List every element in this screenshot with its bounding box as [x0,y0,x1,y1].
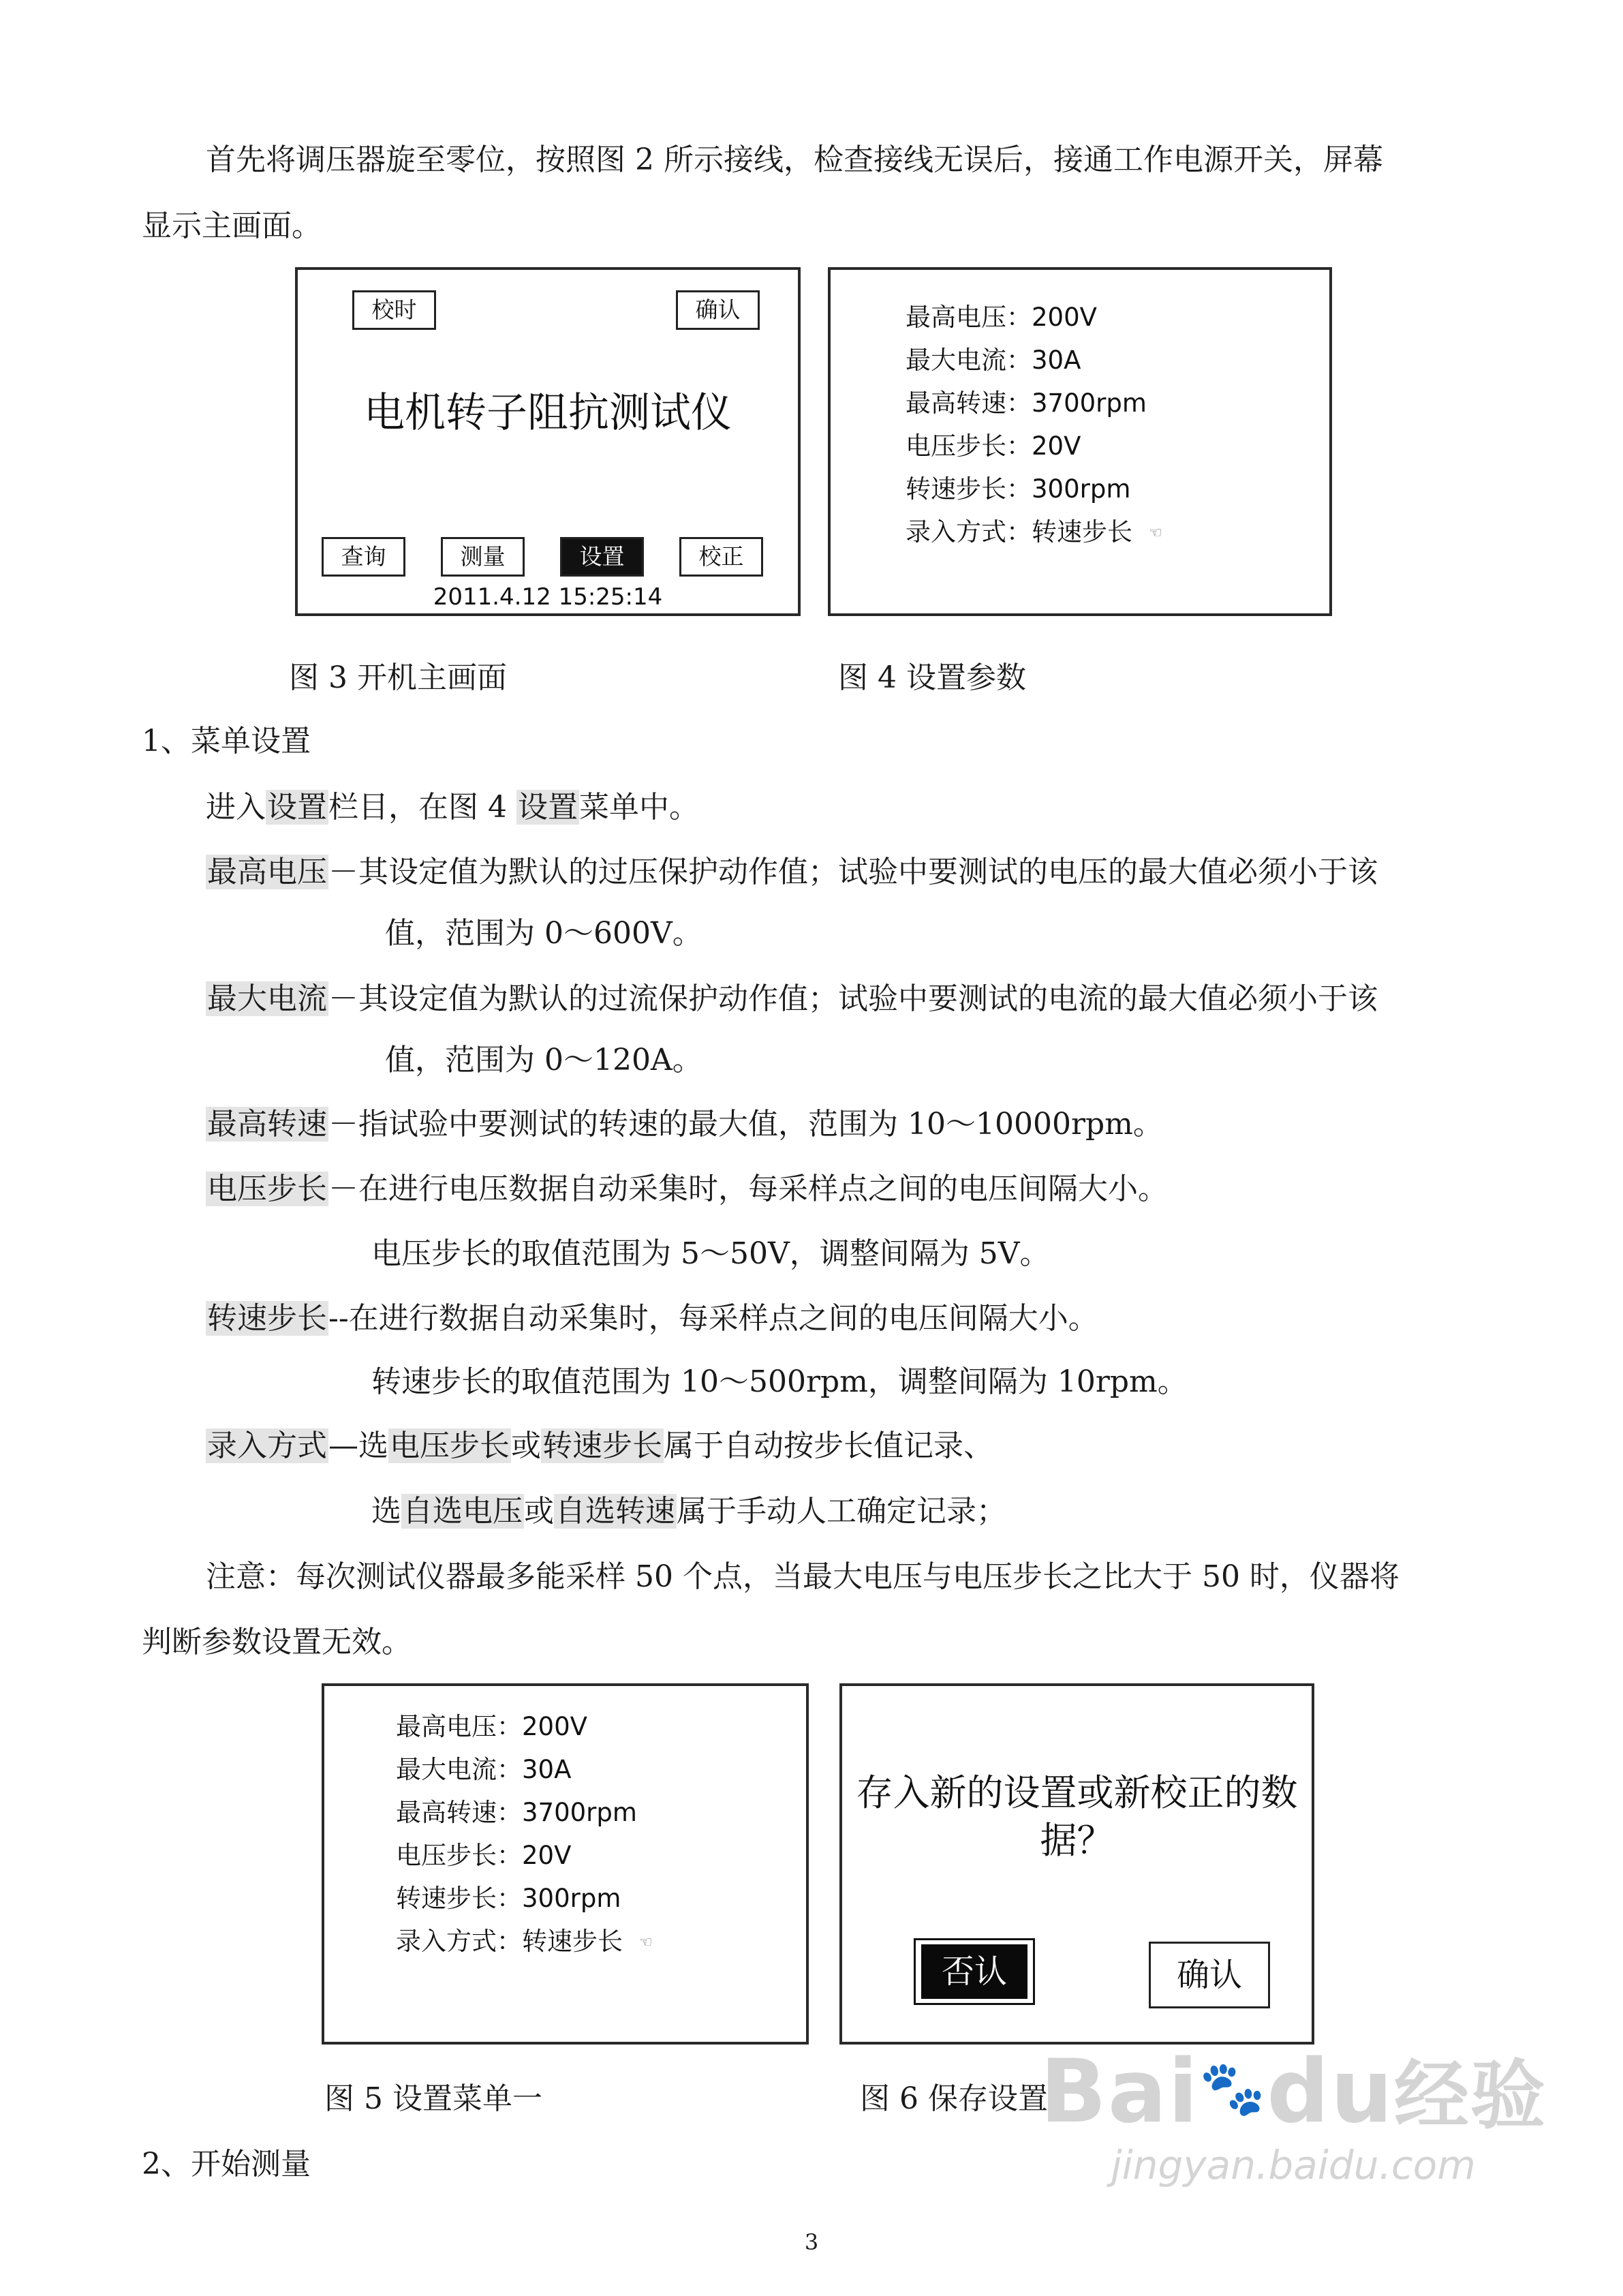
def-text: 属于自动按步长值记录、 [664,1428,993,1463]
save-question: 存入新的设置或新校正的数据？ [856,1771,1298,1862]
section2-heading: 2、开始测量 [142,2147,311,2182]
menu-calibrate-button[interactable]: 校正 [679,537,763,577]
input-mode-cont [371,1491,1006,1532]
settings-param-list [906,296,1162,553]
param-input-mode-row[interactable] [396,1920,653,1963]
param-max-current[interactable]: 最大电流：30A [396,1755,572,1784]
def-text: —选 [328,1428,388,1463]
term-max-voltage: 最高电压 [207,855,327,889]
baidu-jingyan-watermark [1040,2041,1547,2187]
def-text: 或 [524,1494,554,1529]
def-text: －在进行电压数据自动采集时，每采样点之间的电压间隔大小。 [328,1172,1168,1206]
highlight-speed-step: 转速步长 [542,1428,662,1463]
no-button[interactable]: 否认 [921,1944,1027,1999]
pointer-hand-icon: ☜ [1149,525,1162,542]
time-calibrate-button[interactable]: 校时 [352,290,436,330]
param-max-speed[interactable]: 最高转速：3700rpm [396,1798,637,1827]
param-input-mode[interactable]: 录入方式：转速步长 [396,1927,623,1956]
highlight-custom-voltage: 自选电压 [403,1494,523,1529]
param-speed-step[interactable]: 转速步长：300rpm [906,474,1131,504]
speed-step-def [206,1298,1098,1339]
confirm-save-button[interactable]: 确认 [1149,1942,1270,2008]
figure4-caption: 图 4 设置参数 [838,660,1026,695]
menu-query-button[interactable]: 查询 [322,537,405,577]
figure5-caption: 图 5 设置菜单一 [324,2081,542,2116]
intro-line-1: 首先将调压器旋至零位，按照图 2 所示接线，检查接线无误后，接通工作电源开关，屏幕 [206,142,1383,177]
def-text: 或 [511,1428,541,1463]
highlight-custom-speed: 自选转速 [555,1494,675,1529]
text-span: 菜单中。 [578,790,699,825]
highlight-voltage-step: 电压步长 [390,1428,510,1463]
term-speed-step: 转速步长 [207,1301,327,1336]
max-speed-def [206,1104,1163,1145]
text-span: 进入 [206,790,266,825]
figure6-caption: 图 6 保存设置 [860,2081,1048,2116]
max-voltage-def [206,852,1378,893]
max-current-cont: 值，范围为 0～120A。 [385,1043,702,1077]
param-max-voltage[interactable]: 最高电压：200V [396,1712,587,1741]
param-voltage-step[interactable]: 电压步长：20V [396,1841,572,1870]
paw-icon: 🐾 [1199,2058,1267,2119]
highlight-settings: 设置 [267,790,327,825]
param-max-speed[interactable]: 最高转速：3700rpm [906,388,1147,418]
def-text: 选 [371,1494,401,1529]
datetime-display: 2011.4.12 15:25:14 [433,583,663,611]
page-number: 3 [804,2229,819,2255]
term-max-current: 最大电流 [207,981,327,1016]
note-line-2: 判断参数设置无效。 [142,1625,412,1659]
input-mode-def [206,1426,993,1467]
def-text: －指试验中要测试的转速的最大值，范围为 10～10000rpm。 [328,1107,1163,1142]
settings-param-list [396,1705,653,1963]
device-title: 电机转子阻抗测试仪 [364,389,732,437]
param-speed-step[interactable]: 转速步长：300rpm [396,1884,621,1913]
confirm-button[interactable]: 确认 [676,290,760,330]
figure5-settings-menu-screen [322,1683,809,2045]
term-input-mode: 录入方式 [207,1428,327,1463]
enter-settings-line [206,787,699,828]
max-voltage-cont: 值，范围为 0～600V。 [385,916,702,951]
intro-line-2: 显示主画面。 [142,209,322,243]
text-span: 栏目，在图 4 [328,790,516,825]
figure3-caption: 图 3 开机主画面 [289,660,507,695]
logo-text-left: Bai [1040,2041,1200,2143]
voltage-step-def [206,1169,1168,1210]
param-voltage-step[interactable]: 电压步长：20V [906,431,1081,461]
max-current-def [206,979,1378,1020]
logo-text-right: du [1267,2041,1394,2143]
param-input-mode-row[interactable] [906,510,1162,553]
pointer-hand-icon: ☜ [639,1934,653,1951]
def-text: －其设定值为默认的过流保护动作值；试验中要测试的电流的最大值必须小于该 [328,981,1378,1016]
def-text: --在进行数据自动采集时，每采样点之间的电压间隔大小。 [328,1301,1098,1336]
logo-suffix: 经验 [1394,2052,1547,2139]
baidu-logo [1040,2041,1547,2143]
highlight-settings: 设置 [517,790,578,825]
term-voltage-step: 电压步长 [207,1172,327,1206]
param-max-current[interactable]: 最大电流：30A [906,346,1081,375]
watermark-url: jingyan.baidu.com [1111,2142,1476,2188]
figure4-settings-screen [828,267,1332,616]
def-text: 属于手动人工确定记录； [677,1494,1006,1529]
menu-settings-button[interactable]: 设置 [560,537,644,577]
voltage-step-cont: 电压步长的取值范围为 5～50V，调整间隔为 5V。 [371,1236,1050,1271]
menu-measure-button[interactable]: 测量 [441,537,525,577]
term-max-speed: 最高转速 [207,1107,327,1142]
speed-step-cont: 转速步长的取值范围为 10～500rpm，调整间隔为 10rpm。 [371,1364,1188,1399]
param-max-voltage[interactable]: 最高电压：200V [906,303,1097,332]
section1-heading: 1、菜单设置 [142,724,311,759]
def-text: －其设定值为默认的过压保护动作值；试验中要测试的电压的最大值必须小于该 [328,855,1378,889]
note-line-1: 注意：每次测试仪器最多能采样 50 个点，当最大电压与电压步长之比大于 50 时，仪器将 [206,1559,1400,1594]
no-button-frame [914,1938,1035,2005]
figure3-main-screen [295,267,801,616]
figure6-save-dialog-screen [839,1683,1314,2045]
param-input-mode[interactable]: 录入方式：转速步长 [906,517,1132,547]
